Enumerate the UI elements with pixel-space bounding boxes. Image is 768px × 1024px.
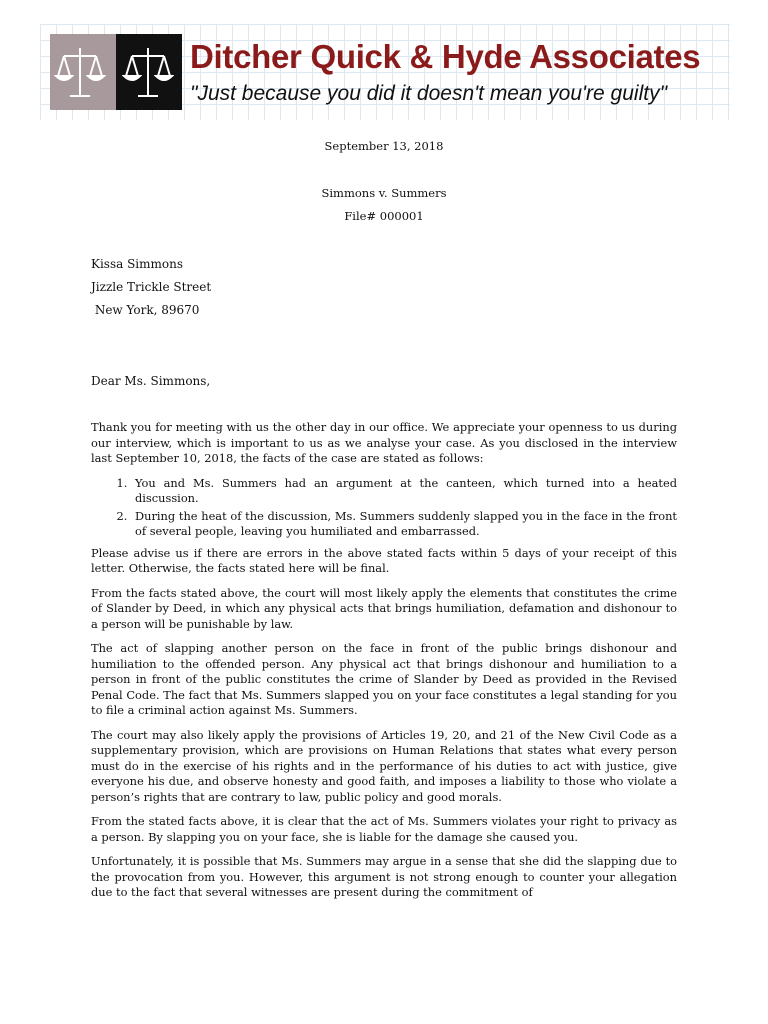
letter-body — [91, 420, 677, 910]
body-paragraph: Please advise us if there are errors in the above stated facts within 5 days of your receipt of this letter. Otherwise, the facts stated here will be final. — [91, 545, 677, 575]
letter-date: September 13, 2018 — [324, 139, 444, 153]
scales-of-justice-icon — [50, 34, 182, 110]
body-paragraph: The court may also likely apply the provisions of Articles 19, 20, and 21 of the New Civil Code as a supplementary provision, which are provisions on Human Relations that states what every person must do in the exercise of his rights and in the performance of his duties to act with justice, give everyone his due, and observe honesty and good faith, and imposes a liability to those who violate a person’s rights that are contrary to law, public policy and good morals. — [91, 727, 677, 804]
firm-tagline: "Just because you did it doesn't mean you're guilty" — [190, 82, 668, 105]
fact-item: 1. You and Ms. Summers had an argument at the canteen, which turned into a heated discussion. — [131, 476, 677, 507]
case-title: Simmons v. Summers — [321, 186, 447, 200]
body-paragraph: The act of slapping another person on the face in front of the public brings dishonour and humiliation to the offended person. Any physical act that brings dishonour and humiliation to a person in front of the public constitutes the crime of Slander by Deed as provided in the Revised Penal Code. The fact that Ms. Summers slapped you on your face constitutes a legal standing for you to file a criminal action against Ms. Summers. — [91, 641, 677, 717]
letterhead — [40, 24, 730, 120]
body-paragraph: From the facts stated above, the court will most likely apply the elements that constitutes the crime of Slander by Deed, in which any physical acts that brings humiliation, defamation and dishonour to a person will be punishable by law. — [91, 585, 677, 631]
body-paragraph: From the stated facts above, it is clear that the act of Ms. Summers violates your right to privacy as a person. By slapping you on your face, she is liable for the damage she caused you. — [91, 814, 677, 844]
fact-item: 2. During the heat of the discussion, Ms. Summers suddenly slapped you in the face in the front of several people, leaving you humiliated and embarrassed. — [131, 509, 677, 540]
file-number: File# 000001 — [344, 209, 424, 223]
body-paragraph: Unfortunately, it is possible that Ms. Summers may argue in a sense that she did the slapping due to the provocation from you. However, this argument is not strong enough to counter your allegation due to the fact that several witnesses are present during the commitment of — [91, 854, 677, 899]
facts-list — [91, 476, 677, 540]
recipient-city: New York, 89670 — [91, 303, 200, 317]
recipient-street: Jizzle Trickle Street — [91, 280, 212, 294]
firm-name: Ditcher Quick & Hyde Associates — [190, 38, 701, 75]
recipient-name: Kissa Simmons — [91, 257, 184, 271]
intro-paragraph: Thank you for meeting with us the other day in our office. We appreciate your openness to us during our interview, which is important to us as we analyse your case. As you disclosed in the interview last September 10, 2018, the facts of the case are stated as follows: — [91, 420, 677, 465]
salutation: Dear Ms. Simmons, — [91, 374, 211, 388]
